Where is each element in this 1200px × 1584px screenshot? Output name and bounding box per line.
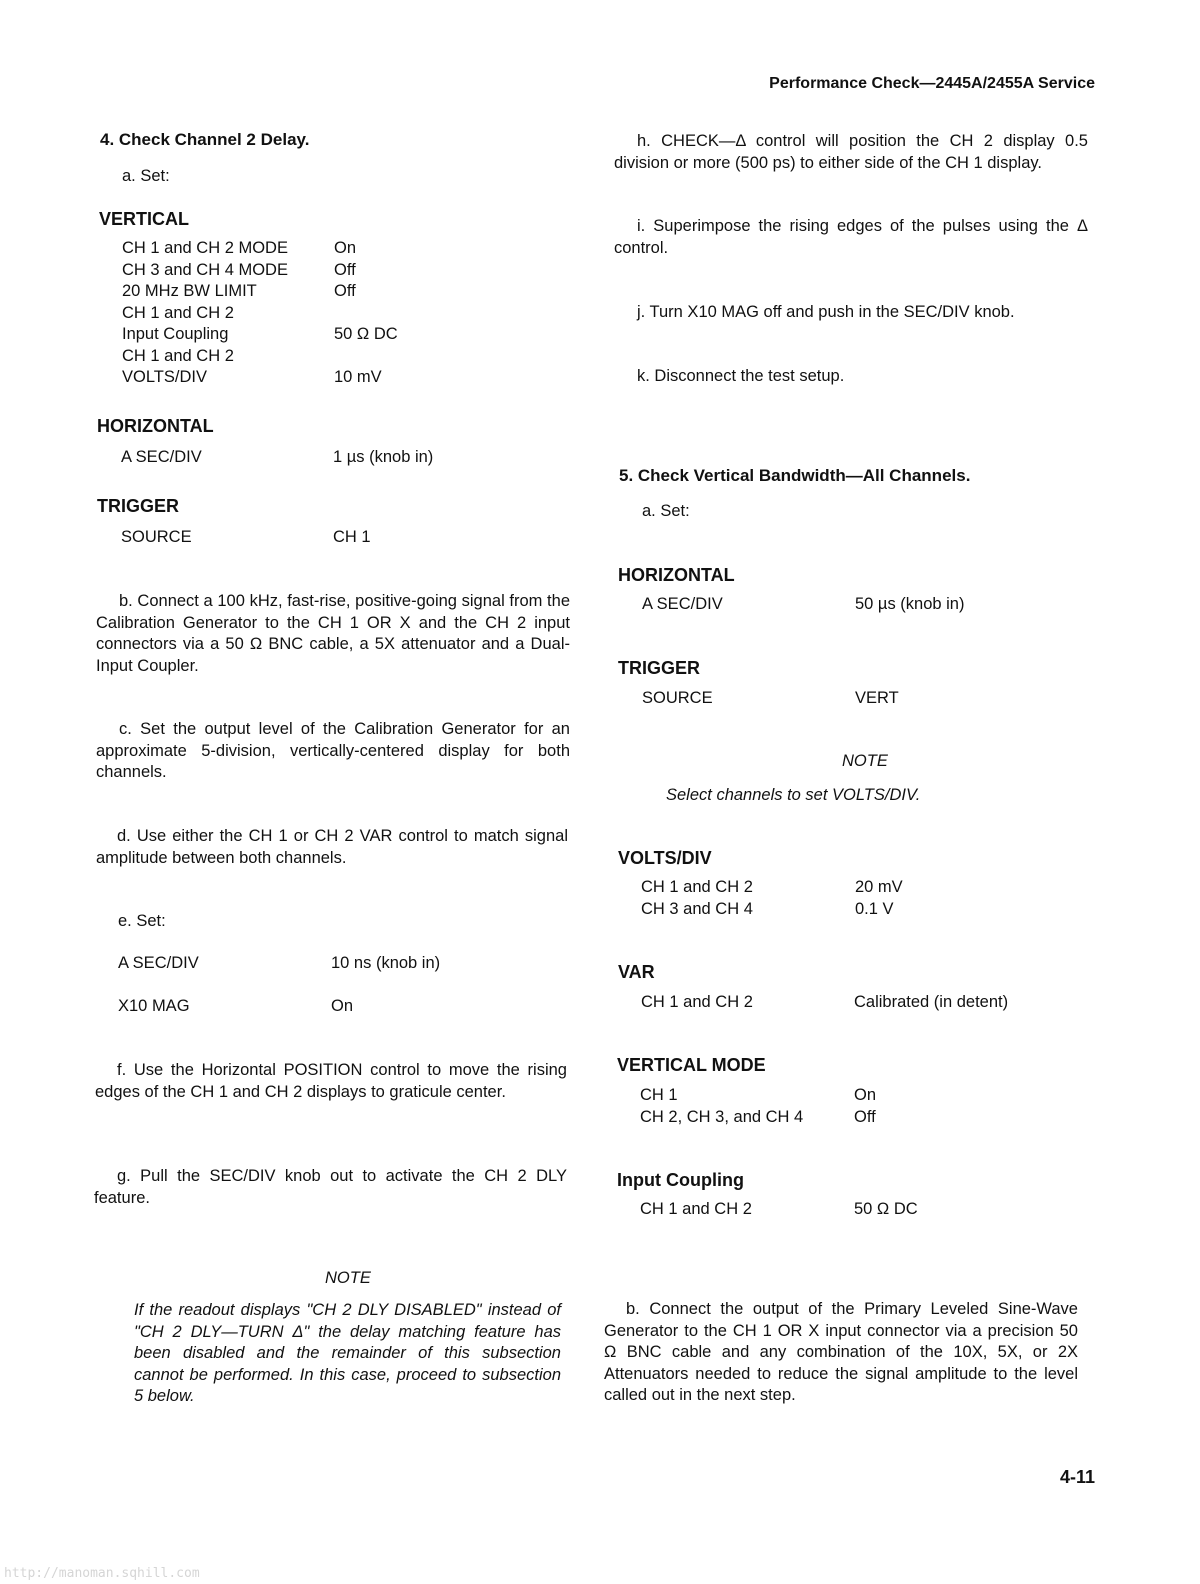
e-row-label: X10 MAG [118, 997, 190, 1015]
horizontal-value: 1 µs (knob in) [333, 448, 434, 466]
input-coupling-value: 50 Ω DC [854, 1200, 918, 1218]
setting-label: CH 1 and CH 2 [122, 303, 234, 322]
vertical-mode-label: CH 2, CH 3, and CH 4 [640, 1108, 804, 1126]
note-body-right: Select channels to set VOLTS/DIV. [666, 786, 921, 804]
setting-value: 50 Ω DC [334, 325, 398, 343]
setting-label: 20 MHz BW LIMIT [122, 282, 257, 300]
note-title-right: NOTE [842, 752, 888, 770]
trigger-heading: TRIGGER [97, 496, 180, 516]
vertical-heading: VERTICAL [99, 209, 189, 229]
step-4f-text [95, 1060, 567, 1103]
horizontal-value-right: 50 µs (knob in) [855, 595, 965, 613]
input-coupling-heading: Input Coupling [617, 1170, 744, 1190]
step-4d-text [96, 826, 568, 869]
horizontal-label-right: A SEC/DIV [642, 595, 723, 613]
horizontal-heading-right: HORIZONTAL [618, 565, 735, 585]
var-heading: VAR [618, 962, 655, 982]
page-header: Performance Check—2445A/2455A Service [769, 75, 1095, 92]
step-4g-content: g. Pull the SEC/DIV knob out to activate the CH 2 DLY feature. [94, 1167, 567, 1207]
voltsdiv-value: 0.1 V [855, 900, 894, 918]
step-4g-text [94, 1166, 567, 1209]
step-4b-text [96, 591, 570, 677]
step-4b-content: b. Connect a 100 kHz, fast-rise, positive-going signal from the Calibration Generator to the CH 1 OR X and the CH 2 input connectors via a 50 Ω BNC cable, a 5X attenuator and a Dual-Input Coupler. [96, 592, 570, 675]
e-row-value: On [331, 997, 354, 1015]
step-4c-text [96, 719, 570, 784]
setting-value: 10 mV [334, 368, 382, 386]
var-label: CH 1 and CH 2 [641, 993, 753, 1011]
trigger-label: SOURCE [121, 528, 192, 546]
setting-value: Off [334, 282, 356, 300]
note-body-left: If the readout displays "CH 2 DLY DISABLED" instead of "CH 2 DLY—TURN Δ" the delay matching feature has been disabled and the remainder of this subsection cannot be performed. In this case, proceed to subsection 5 below. [134, 1301, 561, 1405]
step-5b-content: b. Connect the output of the Primary Leveled Sine-Wave Generator to the CH 1 OR X input connector via a precision 50 Ω BNC cable and any combination of the 10X, 5X, or 2X Attenuators needed to reduce the signal amplitude to the level called out in the next step. [604, 1300, 1078, 1404]
step-4a-set: a. Set: [122, 167, 170, 185]
settings-row [122, 346, 452, 368]
step-4h-content: h. CHECK—Δ control will position the CH 2 display 0.5 division or more (500 ps) to either side of the CH 1 display. [614, 132, 1088, 172]
voltsdiv-heading: VOLTS/DIV [618, 848, 712, 868]
vertical-mode-label: CH 1 [640, 1086, 678, 1104]
step-4i-content: i. Superimpose the rising edges of the pulses using the Δ control. [614, 217, 1088, 257]
settings-row [122, 367, 452, 389]
vertical-settings-table [122, 238, 452, 389]
setting-label: CH 1 and CH 2 MODE [122, 239, 288, 257]
horizontal-label: A SEC/DIV [121, 448, 202, 466]
horizontal-heading: HORIZONTAL [97, 416, 214, 436]
step-4f-content: f. Use the Horizontal POSITION control to move the rising edges of the CH 1 and CH 2 displays to graticule center. [95, 1061, 567, 1101]
settings-row [122, 324, 452, 346]
vertical-mode-value: On [854, 1086, 877, 1104]
trigger-value-right: VERT [855, 689, 899, 707]
e-row-label: A SEC/DIV [118, 954, 199, 972]
setting-label: CH 3 and CH 4 MODE [122, 260, 288, 279]
settings-row [122, 281, 452, 303]
trigger-label-right: SOURCE [642, 689, 713, 707]
step-5-title: 5. Check Vertical Bandwidth—All Channels. [619, 466, 971, 485]
watermark: http://manoman.sqhill.com [4, 1566, 200, 1581]
step-4k-text: k. Disconnect the test setup. [637, 367, 845, 385]
setting-label: VOLTS/DIV [122, 368, 207, 386]
setting-value: Off [334, 260, 356, 279]
step-4e-set: e. Set: [118, 912, 166, 930]
var-value: Calibrated (in detent) [854, 993, 1009, 1011]
setting-label: Input Coupling [122, 325, 229, 343]
page-number: 4-11 [1059, 1467, 1095, 1487]
vertical-mode-heading: VERTICAL MODE [617, 1055, 766, 1075]
step-4h-text [614, 131, 1088, 174]
trigger-value: CH 1 [333, 528, 371, 546]
step-4i-text [614, 216, 1088, 259]
step-4-title: 4. Check Channel 2 Delay. [100, 130, 310, 149]
voltsdiv-value: 20 mV [855, 878, 903, 896]
step-4c-content: c. Set the output level of the Calibration Generator for an approximate 5-division, vertically-centered display for both channels. [96, 720, 570, 781]
step-4j-text: j. Turn X10 MAG off and push in the SEC/DIV knob. [637, 303, 1015, 321]
step-4d-content: d. Use either the CH 1 or CH 2 VAR control to match signal amplitude between both channels. [96, 827, 568, 867]
vertical-mode-value: Off [854, 1108, 876, 1126]
note-title-left: NOTE [325, 1269, 371, 1287]
trigger-heading-right: TRIGGER [618, 658, 701, 678]
voltsdiv-label: CH 1 and CH 2 [641, 878, 753, 896]
settings-row [122, 238, 452, 260]
e-row-value: 10 ns (knob in) [331, 954, 441, 972]
settings-row [122, 303, 452, 325]
step-5b-text [604, 1299, 1078, 1407]
step-5a-set: a. Set: [642, 502, 690, 520]
input-coupling-label: CH 1 and CH 2 [640, 1200, 752, 1218]
setting-value: On [334, 239, 357, 257]
voltsdiv-label: CH 3 and CH 4 [641, 900, 753, 918]
setting-label: CH 1 and CH 2 [122, 346, 234, 365]
settings-row [122, 260, 452, 282]
